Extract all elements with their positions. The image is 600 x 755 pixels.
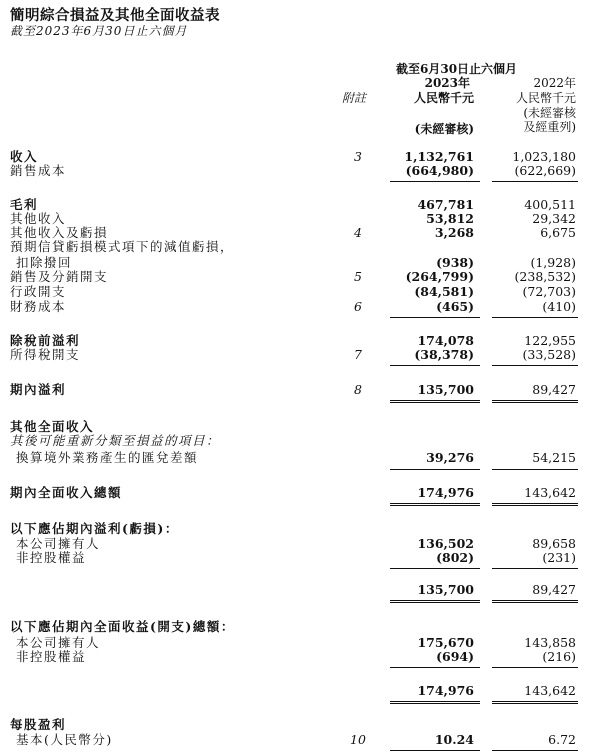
value-2023: 10.24 (434, 732, 474, 747)
row-label: 期內溢利 (10, 382, 67, 397)
value-2022: 122,955 (524, 333, 576, 348)
value-2022: (238,532) (514, 269, 576, 284)
double-underline-2022 (492, 701, 578, 704)
value-2023: (664,980) (405, 163, 474, 178)
row-label: 其他全面收入 (10, 419, 95, 434)
value-2022: 89,658 (532, 536, 576, 551)
value-2022: 143,858 (524, 635, 576, 650)
value-2022: 6.72 (548, 732, 576, 747)
value-2022: 54,215 (532, 450, 576, 465)
value-2023: (264,799) (405, 269, 474, 284)
value-2023: 175,670 (417, 635, 474, 650)
row-nci-tci (0, 650, 600, 664)
value-2023: (465) (436, 299, 474, 314)
row-admin-expenses (0, 285, 600, 299)
row-label: 期內全面收入總額 (10, 485, 123, 500)
value-2023: 174,976 (417, 485, 474, 500)
value-2022: 29,342 (532, 211, 576, 226)
row-note: 7 (354, 347, 362, 362)
audit-2022-header-line1: (未經審核 (523, 106, 576, 120)
value-2023: 53,812 (426, 211, 474, 226)
row-label: 其他收入及虧損 (10, 225, 109, 240)
underline-2023 (390, 667, 480, 668)
value-2023: 135,700 (417, 382, 474, 397)
note-column-header: 附註 (342, 91, 367, 105)
row-label: 財務成本 (10, 299, 67, 314)
value-2022: (622,669) (514, 163, 576, 178)
row-income-tax (0, 348, 600, 362)
underline-2022 (492, 667, 578, 668)
value-2023: (694) (436, 649, 474, 664)
row-cost-of-sales (0, 164, 600, 178)
row-note: 8 (354, 382, 362, 397)
underline-2023 (390, 317, 480, 318)
row-label: 毛利 (10, 197, 39, 212)
value-2023: (802) (436, 550, 474, 565)
value-2022: 400,511 (524, 197, 576, 212)
row-label: 換算境外業務產生的匯兌差額 (16, 450, 199, 465)
row-revenue (0, 150, 600, 164)
value-2022: 6,675 (540, 225, 576, 240)
row-label: 基本(人民幣分) (16, 732, 113, 747)
year-2023-header: 2023年 (424, 76, 470, 90)
statement-title: 簡明綜合損益及其他全面收益表 (10, 7, 220, 24)
row-finance-costs (0, 300, 600, 314)
value-2022: 143,642 (524, 485, 576, 500)
value-2023: 467,781 (417, 197, 474, 212)
value-2022: (33,528) (522, 347, 576, 362)
value-2022: 89,427 (532, 582, 576, 597)
row-owners-profit (0, 537, 600, 551)
row-eps-heading (0, 718, 600, 732)
underline-2023 (390, 365, 480, 366)
row-label: 以下應佔期內全面收益(開支)總額： (10, 619, 235, 634)
row-other-income (0, 212, 600, 226)
row-total-comprehensive-income (0, 486, 600, 500)
double-underline-2022 (492, 400, 578, 403)
row-selling-expenses (0, 270, 600, 284)
value-2022: (410) (542, 299, 576, 314)
row-note: 3 (354, 149, 362, 164)
audit-2023-header: (未經審核) (414, 122, 474, 136)
row-label: 收入 (10, 149, 39, 164)
underline-2023 (390, 750, 480, 751)
row-owners-tci (0, 636, 600, 650)
unit-2023-header: 人民幣千元 (413, 91, 474, 105)
row-label: 每股盈利 (10, 717, 67, 732)
underline-2023 (390, 469, 480, 470)
row-fx-difference (0, 451, 600, 465)
row-tci-subtotal (0, 684, 600, 698)
row-label: 除稅前溢利 (10, 333, 81, 348)
row-other-gains-losses (0, 226, 600, 240)
row-label: 銷售及分銷開支 (10, 269, 109, 284)
row-note: 5 (354, 269, 362, 284)
underline-2022 (492, 317, 578, 318)
double-underline-2022 (492, 503, 578, 506)
double-underline-2023 (390, 701, 480, 704)
underline-2022 (492, 750, 578, 751)
row-label: 所得稅開支 (10, 347, 81, 362)
value-2022: (216) (542, 649, 576, 664)
value-2023: 135,700 (417, 582, 474, 597)
value-2023: 136,502 (417, 536, 474, 551)
row-oci-reclassify (0, 434, 600, 448)
row-profit-for-period (0, 383, 600, 397)
row-eps-basic (0, 733, 600, 747)
row-nci-profit (0, 551, 600, 565)
row-label: 非控股權益 (16, 550, 87, 565)
row-tci-attributable-heading (0, 620, 600, 634)
row-label: 行政開支 (10, 284, 67, 299)
statement-subtitle: 截至2023年6月30日止六個月 (10, 24, 188, 38)
value-2022: 1,023,180 (512, 149, 576, 164)
value-2023: (84,581) (414, 284, 474, 299)
underline-2023 (390, 181, 480, 182)
value-2023: 174,976 (417, 683, 474, 698)
value-2023: (938) (436, 255, 474, 270)
value-2023: 3,268 (434, 225, 474, 240)
value-2022: 143,642 (524, 683, 576, 698)
underline-2022 (492, 568, 578, 569)
row-label: 其後可能重新分類至損益的項目： (10, 433, 221, 448)
row-label: 其他收入 (10, 211, 67, 226)
value-2022: 89,427 (532, 382, 576, 397)
value-2022: (1,928) (530, 255, 576, 270)
value-2022: (72,703) (522, 284, 576, 299)
row-note: 10 (350, 732, 366, 747)
double-underline-2023 (390, 400, 480, 403)
underline-2022 (492, 365, 578, 366)
row-label: 本公司擁有人 (16, 635, 101, 650)
row-impairment-caption (0, 240, 600, 254)
value-2023: 1,132,761 (404, 149, 474, 164)
double-underline-2023 (390, 503, 480, 506)
row-profit-before-tax (0, 334, 600, 348)
period-header: 截至6月30日止六個月 (396, 62, 518, 76)
row-label: 預期信貸虧損模式項下的減值虧損， (10, 239, 235, 254)
unit-2022-header: 人民幣千元 (515, 91, 576, 105)
row-note: 4 (354, 225, 362, 240)
value-2022: (231) (542, 550, 576, 565)
value-2023: 174,078 (417, 333, 474, 348)
row-profit-subtotal (0, 583, 600, 597)
row-label: 以下應佔期內溢利(虧損)： (10, 521, 179, 536)
row-oci-heading (0, 420, 600, 434)
row-label: 銷售成本 (10, 163, 67, 178)
value-2023: (38,378) (414, 347, 474, 362)
row-impairment-net (0, 256, 600, 270)
row-label: 非控股權益 (16, 649, 87, 664)
row-profit-attributable-heading (0, 522, 600, 536)
underline-2022 (492, 469, 578, 470)
year-2022-header: 2022年 (533, 76, 576, 90)
row-note: 6 (354, 299, 362, 314)
double-underline-2022 (492, 600, 578, 603)
row-gross-profit (0, 198, 600, 212)
double-underline-2023 (390, 600, 480, 603)
audit-2022-header-line2: 及經重列) (523, 120, 576, 134)
underline-2022 (492, 181, 578, 182)
row-label: 扣除撥回 (16, 255, 73, 270)
row-label: 本公司擁有人 (16, 536, 101, 551)
value-2023: 39,276 (426, 450, 474, 465)
underline-2023 (390, 568, 480, 569)
